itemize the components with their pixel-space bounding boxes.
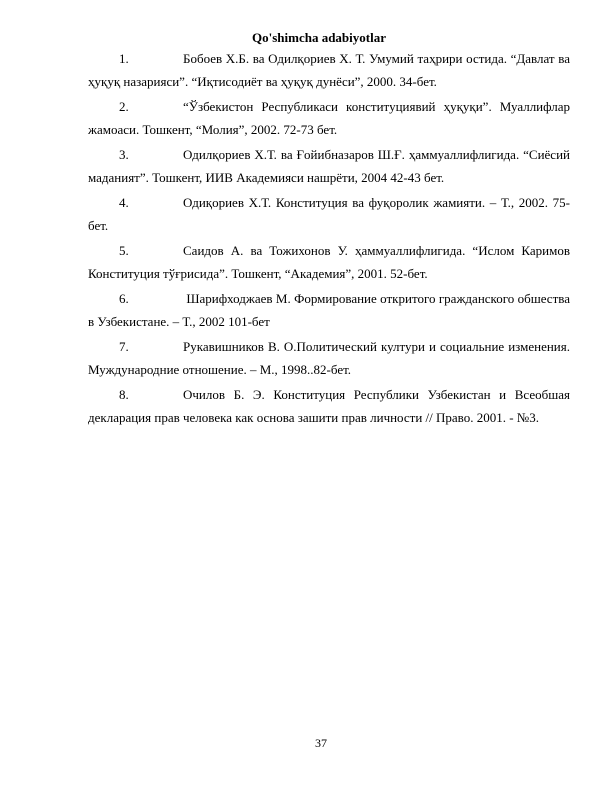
reference-number: 6. — [119, 291, 129, 306]
reference-item-7 — [88, 335, 570, 381]
reference-number: 4. — [119, 195, 129, 210]
reference-text: “Ўзбекистон Республикаси конституциявий ҳуқуқи”. Муаллифлар жамоаси. Тошкент, “Молия”, 2002. 72-73 бет. — [88, 99, 570, 137]
reference-item-4 — [88, 191, 570, 237]
reference-number: 5. — [119, 243, 129, 258]
reference-item-8 — [88, 383, 570, 429]
reference-number: 3. — [119, 147, 129, 162]
reference-text: Шарифходжаев М. Формирование откритого гражданского обшества в Узбекистане. – Т., 2002 101-бет — [88, 291, 570, 329]
reference-list — [88, 47, 570, 431]
reference-text: Одиқориев Х.Т. Конституция ва фуқоролик жамияти. – Т., 2002. 75-бет. — [88, 195, 570, 233]
reference-item-2 — [88, 95, 570, 141]
page-title: Qo'shimcha adabiyotlar — [252, 30, 386, 45]
reference-number: 8. — [119, 387, 129, 402]
reference-text: Саидов А. ва Тожихонов У. ҳаммуаллифлигида. “Ислом Каримов Конституция тўғрисида”. Тошкент, “Академия”, 2001. 52-бет. — [88, 243, 570, 281]
reference-text: Одилқориев Х.Т. ва Ғойибназаров Ш.Ғ. ҳаммуаллифлигида. “Сиёсий маданият”. Тошкент, ИИВ Академияси нашрёти, 2004 42-43 бет. — [88, 147, 570, 185]
reference-text: Бобоев Х.Б. ва Одилқориев Х. Т. Умумий таҳрири остида. “Давлат ва ҳуқуқ назарияси”. “Иқтисодиёт ва ҳуқуқ дунёси”, 2000. 34-бет. — [88, 51, 570, 89]
page-number: 37 — [315, 736, 327, 750]
reference-item-3 — [88, 143, 570, 189]
reference-item-6 — [88, 287, 570, 333]
reference-text: Рукавишников В. О.Политический култури и социальние изменения. Муждународние отношение. – М., 1998..82-бет. — [88, 339, 570, 377]
reference-number: 7. — [119, 339, 129, 354]
reference-item-1 — [88, 47, 570, 93]
reference-item-5 — [88, 239, 570, 285]
reference-number: 2. — [119, 99, 129, 114]
reference-text: Очилов Б. Э. Конституция Республики Узбекистан и Всеобшая декларация прав человека как основа зашити прав личности // Право. 2001. - №3. — [88, 387, 570, 425]
reference-number: 1. — [119, 51, 129, 66]
